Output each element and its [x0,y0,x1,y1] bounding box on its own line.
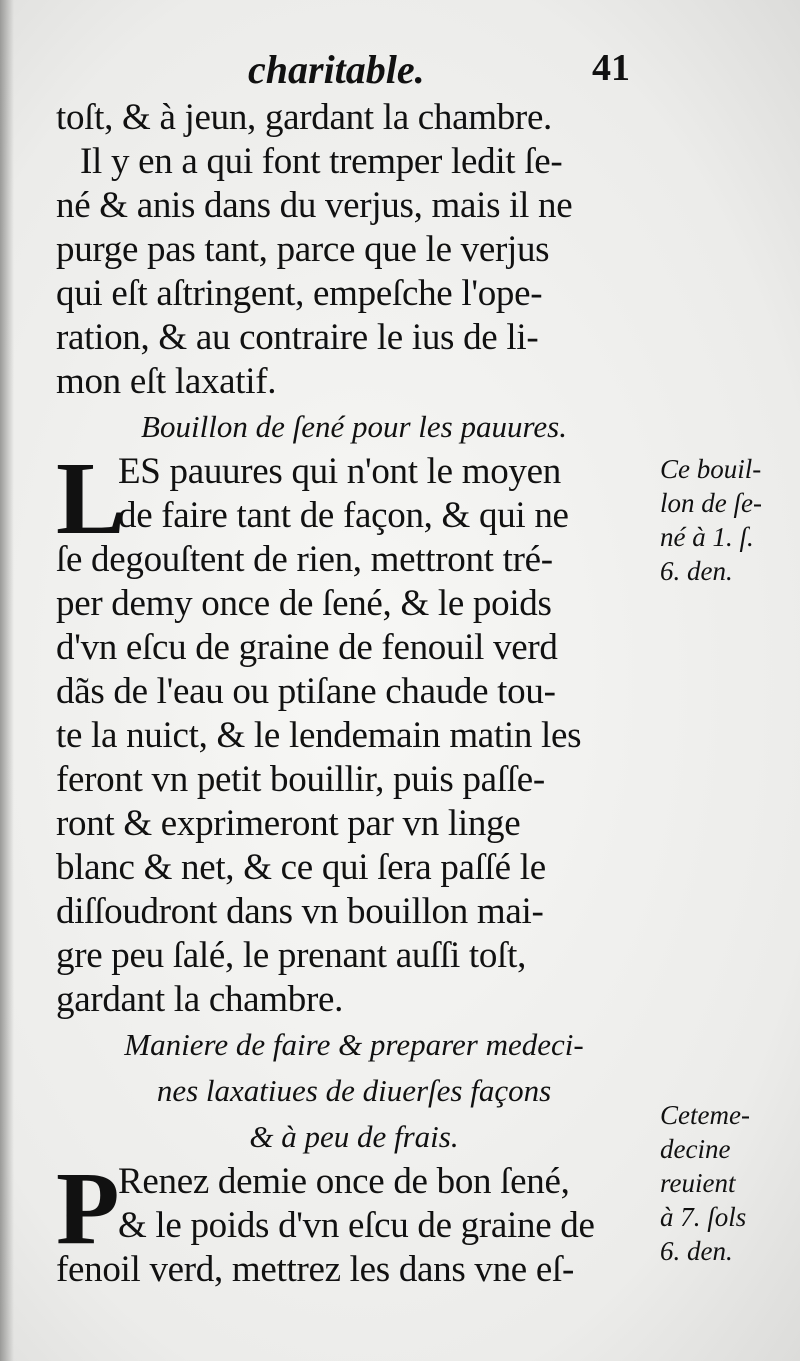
drop-cap-initial: P [56,1151,120,1266]
text-line: ſe degouſtent de rien, mettront tré- [56,539,553,580]
margin-note-line: Ce bouil- [660,454,762,484]
text-line: te la nuict, & le lendemain matin les [56,715,582,756]
page-edge-shadow [0,0,14,1361]
margin-note-line: né à 1. ſ. [660,522,754,552]
margin-note-line: 6. den. [660,1236,733,1266]
margin-note-line: reuient [660,1168,736,1198]
page-number: 41 [592,47,630,89]
text-line: blanc & net, & ce qui ſera paſſé le [56,847,546,888]
text-line: gardant la chambre. [56,979,344,1020]
text-line: gre peu ſalé, le prenant auſſi toſt, [56,935,527,976]
section-heading-maniere [56,1022,652,1160]
text-line: mon eſt laxatif. [56,361,277,402]
text-line: ront & exprimeront par vn linge [56,803,521,844]
page-header [0,46,800,96]
text-line: Il y en a qui font tremper ledit ſe- [80,141,563,182]
text-line: per demy once de ſené, & le poids [56,583,552,624]
section-heading-bouillon: Bouillon de ſené pour les pauures. [141,409,567,444]
text-line: dãs de l'eau ou ptiſane chaude tou- [56,671,556,712]
text-line: de faire tant de façon, & qui ne [118,495,569,536]
margin-note-line: decine [660,1134,731,1164]
text-line: ES pauures qui n'ont le moyen [118,451,561,492]
text-line: feront vn petit bouillir, puis paſſe- [56,759,545,800]
paragraph-3 [56,1151,652,1292]
heading-line: nes laxatiues de diuerſes façons [156,1073,552,1108]
text-line: & le poids d'vn eſcu de graine de [118,1205,595,1246]
text-line: fenoil verd, mettrez les dans vne eſ- [56,1249,574,1290]
paragraph-2 [56,441,652,1022]
text-line: ration, & au contraire le ius de li- [56,317,539,358]
heading-line: & à peu de frais. [249,1119,459,1154]
text-line: Renez demie once de bon ſené, [118,1161,570,1202]
text-line: diſſoudront dans vn bouillon mai- [56,891,544,932]
margin-note-line: à 7. ſols [660,1202,747,1232]
text-line: né & anis dans du verjus, mais il ne [56,185,573,226]
main-text-column [56,96,652,1292]
drop-cap-initial: L [56,441,126,556]
text-line: toſt, & à jeun, gardant la chambre. [56,97,553,138]
heading-line: Maniere de faire & preparer medeci- [124,1027,584,1062]
text-line: purge pas tant, parce que le verjus [56,229,550,270]
text-line: d'vn eſcu de graine de fenouil verd [56,627,558,668]
margin-note-cost-medecine [660,1098,800,1268]
running-head: charitable. [248,47,425,92]
margin-note-cost-bouillon [660,452,800,588]
paragraph-1 [56,96,652,404]
text-line: qui eſt aſtringent, empeſche l'ope- [56,273,543,314]
margin-note-line: Ceteme- [660,1100,750,1130]
margin-note-line: lon de ſe- [660,488,762,518]
margin-note-line: 6. den. [660,556,733,586]
